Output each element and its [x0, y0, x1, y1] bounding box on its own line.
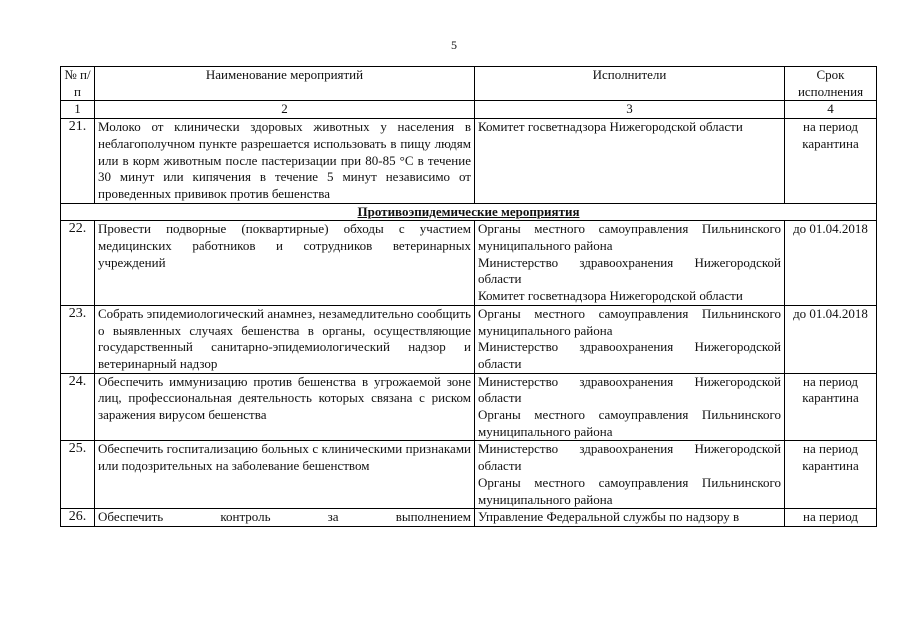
executors-cell [475, 305, 785, 373]
header-executors: Исполнители [475, 67, 785, 101]
section-title: Противоэпидемические мероприятия [61, 203, 877, 221]
executors-cell [475, 373, 785, 441]
executors-cell [475, 221, 785, 306]
executors-cell [475, 509, 785, 527]
measures-table [60, 66, 877, 527]
column-number: 2 [95, 101, 475, 119]
executors-cell [475, 119, 785, 204]
table-row [61, 305, 877, 373]
section-row [61, 203, 877, 221]
measure-name-text: Обеспечить контроль за выполнением [98, 509, 471, 525]
executor: Комитет госветнадзора Нижегородской области [478, 288, 743, 304]
executor: Министерство здравоохранения Нижегородской области [478, 441, 781, 474]
executor: Министерство здравоохранения Нижегородской области [478, 254, 781, 287]
header-name: Наименование мероприятий [95, 67, 475, 101]
header-num: № п/п [61, 67, 95, 101]
row-number: 26. [61, 509, 95, 527]
term-cell: на период карантина [785, 119, 877, 204]
measure-name: Собрать эпидемиологический анамнез, незамедлительно сообщить о выявленных случаях бешенства в органы, осуществляющие государственный санитарно-эпидемиологический надзор и ветеринарный надзор [95, 305, 475, 373]
executor: Министерство здравоохранения Нижегородской области [478, 373, 781, 406]
table-row [61, 221, 877, 306]
measure-name: Обеспечить госпитализацию больных с клиническими признаками или подозрительных на заболевание бешенством [95, 441, 475, 509]
row-number: 23. [61, 305, 95, 373]
column-number: 1 [61, 101, 95, 119]
row-number: 22. [61, 221, 95, 306]
term-cell: до 01.04.2018 [785, 221, 877, 306]
column-number-row [61, 101, 877, 119]
row-number: 25. [61, 441, 95, 509]
executor: Органы местного самоуправления Пильнинского муниципального района [478, 474, 781, 507]
row-number: 21. [61, 119, 95, 204]
executor: Управление Федеральной службы по надзору в [478, 509, 740, 525]
table-row [61, 373, 877, 441]
executor: Органы местного самоуправления Пильнинского муниципального района [478, 221, 781, 254]
measure-name: Провести подворные (поквартирные) обходы с участием медицинских работников и сотрудников ветеринарных учреждений [95, 221, 475, 306]
term-cell: на период карантина [785, 373, 877, 441]
executor: Органы местного самоуправления Пильнинского муниципального района [478, 305, 781, 338]
page-number: 5 [451, 38, 457, 52]
measure-name: Молоко от клинически здоровых животных у населения в неблагополучном пункте разрешается использовать в пищу людям или в корм животным после пастеризации при 80-85 °С в течение 30 минут или кипячения в течение 5 минут независимо от проведенных прививок против бешенства [95, 119, 475, 204]
executor: Комитет госветнадзора Нижегородской области [478, 119, 743, 135]
executors-cell [475, 441, 785, 509]
executor: Министерство здравоохранения Нижегородской области [478, 339, 781, 371]
column-number: 4 [785, 101, 877, 119]
header-term: Срок исполнения [785, 67, 877, 101]
column-number: 3 [475, 101, 785, 119]
term-cell: до 01.04.2018 [785, 305, 877, 373]
measure-name [95, 509, 475, 527]
table-header-row [61, 67, 877, 101]
table-row [61, 441, 877, 509]
table-row [61, 119, 877, 204]
term-cell: на период [785, 509, 877, 527]
table-row [61, 509, 877, 527]
term-cell: на период карантина [785, 441, 877, 509]
row-number: 24. [61, 373, 95, 441]
measure-name: Обеспечить иммунизацию против бешенства в угрожаемой зоне лиц, профессиональная деятельность которых связана с риском заражения вирусом бешенства [95, 373, 475, 441]
executor: Органы местного самоуправления Пильнинского муниципального района [478, 407, 781, 439]
